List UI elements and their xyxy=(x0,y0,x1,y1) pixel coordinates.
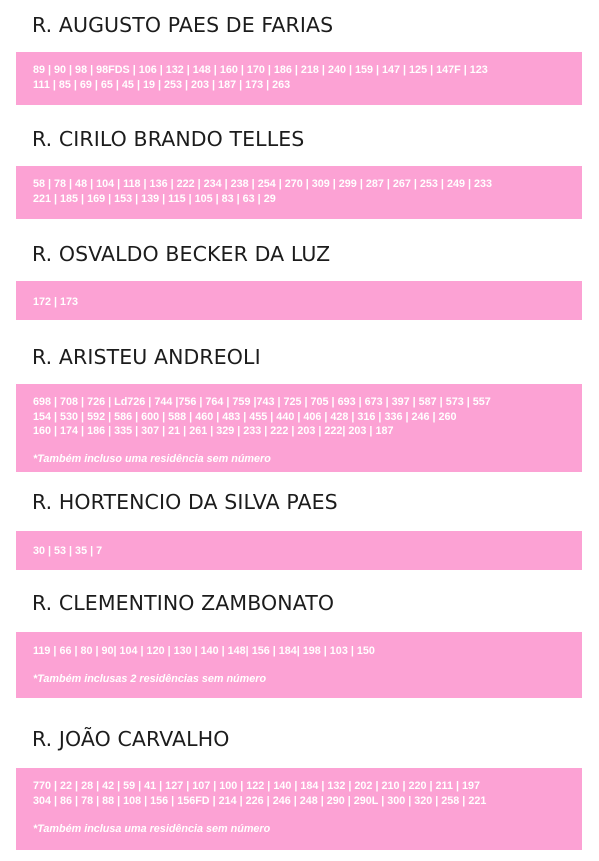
house-numbers-box-cirilo-brando-telles xyxy=(16,166,582,219)
house-numbers-line: 304 | 86 | 78 | 88 | 108 | 156 | 156FD | 214 | 226 | 246 | 248 | 290 | 290L | 300 | 320 | 258 | 221 xyxy=(33,794,487,807)
street-title-clementino-zambonato: R. CLEMENTINO ZAMBONATO xyxy=(32,591,335,615)
house-numbers-line: 58 | 78 | 48 | 104 | 118 | 136 | 222 | 234 | 238 | 254 | 270 | 309 | 299 | 287 | 267 | 253 | 249 | 233 xyxy=(33,178,492,190)
street-title-cirilo-brando-telles: R. CIRILO BRANDO TELLES xyxy=(32,127,305,151)
house-numbers-box-aristeu-andreoli xyxy=(16,384,582,472)
house-numbers-list xyxy=(33,779,568,808)
street-title-augusto-paes-de-farias: R. AUGUSTO PAES DE FARIAS xyxy=(32,13,334,37)
street-title-joao-carvalho: R. JOÃO CARVALHO xyxy=(32,727,230,751)
house-numbers-line: 698 | 708 | 726 | Ld726 | 744 |756 | 764 | 759 |743 | 725 | 705 | 693 | 673 | 397 | 587 | 573 | 557 xyxy=(33,396,491,408)
house-numbers-line: 770 | 22 | 28 | 42 | 59 | 41 | 127 | 107 | 100 | 122 | 140 | 184 | 132 | 202 | 210 | 220 | 211 | 197 xyxy=(33,780,480,792)
house-numbers-line: 160 | 174 | 186 | 335 | 307 | 21 | 261 | 329 | 233 | 222 | 203 | 222| 203 | 187 xyxy=(33,425,394,437)
house-numbers-box-clementino-zambonato xyxy=(16,632,582,698)
house-numbers-line: 119 | 66 | 80 | 90| 104 | 120 | 130 | 140 | 148| 156 | 184| 198 | 103 | 150 xyxy=(33,645,375,657)
house-numbers-list xyxy=(33,177,568,206)
house-numbers-line: 154 | 530 | 592 | 586 | 600 | 588 | 460 | 483 | 455 | 440 | 406 | 428 | 316 | 336 | 246 | 260 xyxy=(33,410,457,423)
street-title-osvaldo-becker-da-luz: R. OSVALDO BECKER DA LUZ xyxy=(32,242,331,266)
house-numbers-box-osvaldo-becker-da-luz xyxy=(16,281,582,320)
house-numbers-line: 221 | 185 | 169 | 153 | 139 | 115 | 105 | 83 | 63 | 29 xyxy=(33,192,276,205)
house-numbers-line: 30 | 53 | 35 | 7 xyxy=(33,545,103,557)
house-numbers-line: 172 | 173 xyxy=(33,296,79,308)
note-unnumbered-residence: *Também inclusa uma residência sem número xyxy=(33,823,271,835)
house-numbers-line: 111 | 85 | 69 | 65 | 45 | 19 | 253 | 203 | 187 | 173 | 263 xyxy=(33,78,291,91)
house-numbers-list xyxy=(33,63,568,92)
street-title-hortencio-da-silva-paes: R. HORTENCIO DA SILVA PAES xyxy=(32,490,338,514)
house-numbers-box-hortencio-da-silva-paes xyxy=(16,531,582,570)
house-numbers-line: 89 | 90 | 98 | 98FDS | 106 | 132 | 148 | 160 | 170 | 186 | 218 | 240 | 159 | 147 | 125 | 147F | 123 xyxy=(33,64,488,76)
house-numbers-box-joao-carvalho xyxy=(16,768,582,850)
street-title-aristeu-andreoli: R. ARISTEU ANDREOLI xyxy=(32,345,261,369)
house-numbers-list xyxy=(33,395,568,439)
note-unnumbered-residences: *Também inclusas 2 residências sem número xyxy=(33,673,267,685)
house-numbers-list xyxy=(33,544,568,559)
house-numbers-box-augusto-paes-de-farias xyxy=(16,52,582,105)
house-numbers-list xyxy=(33,295,568,310)
note-unnumbered-residence: *Também incluso uma residência sem número xyxy=(33,453,271,465)
house-numbers-list xyxy=(33,644,568,659)
